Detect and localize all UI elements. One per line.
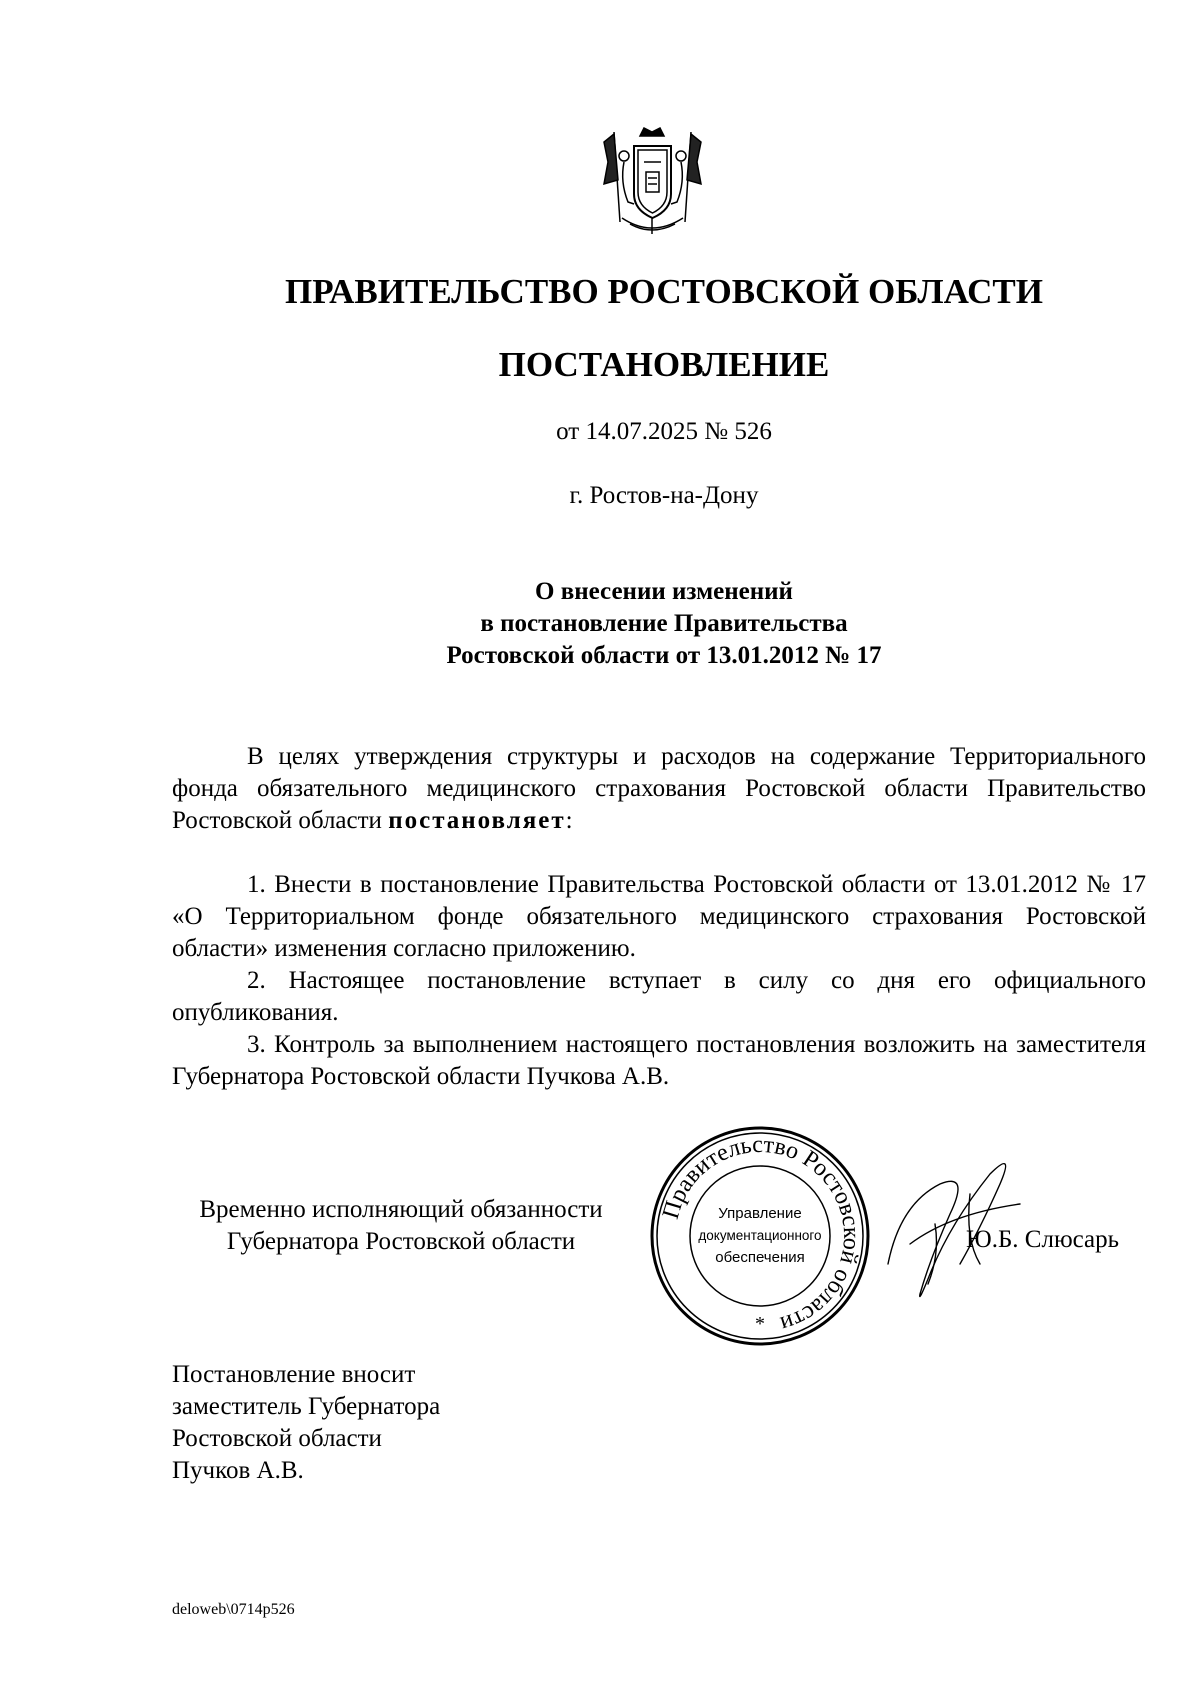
submitter-block [172,1359,440,1487]
preamble-paragraph [172,741,1146,837]
document-subject [0,576,1200,672]
signatory-position-line-1: Временно исполняющий обязанности [199,1196,603,1223]
preamble-end: : [565,807,573,834]
coat-of-arms-emblem [600,122,705,242]
submitter-line-2: заместитель Губернатора [172,1393,441,1420]
seal-ring-text-path: Правительство Ростовской области [657,1131,865,1338]
seal-center-line-2: документационного [698,1228,822,1243]
document-type-title: ПОСТАНОВЛЕНИЕ [498,345,830,384]
resolution-item-1: 1. Внести в постановление Правительства Ростовской области от 13.01.2012 № 17 «О Территориальном фонде обязательного медицинского страхования Ростовской области» изменения согласно приложению. [172,871,1146,962]
document-date-number: от 14.07.2025 № 526 [556,418,772,445]
footer-file-reference: deloweb\0714p526 [172,1601,295,1618]
organization-title: ПРАВИТЕЛЬСТВО РОСТОВСКОЙ ОБЛАСТИ [285,272,1043,311]
subject-line-2: в постановление Правительства [480,610,848,637]
submitter-line-3: Ростовской области [172,1425,382,1452]
seal-center-line-1: Управление [718,1205,802,1222]
document-city: г. Ростов-на-Дону [569,482,759,509]
preamble-text: В целях утверждения структуры и расходов на содержание Территориального фонда обязательного медицинского страхования Ростовской области Правительство Ростовской области [172,743,1146,834]
subject-line-1: О внесении изменений [535,578,793,605]
submitter-line-1: Постановление вносит [172,1361,416,1388]
seal-center-line-3: обеспечения [715,1249,805,1266]
signatory-position [172,1194,630,1258]
signatory-position-line-2: Губернатора Ростовской области [226,1228,576,1255]
submitter-line-4: Пучков А.В. [172,1457,304,1484]
resolution-item-2: 2. Настоящее постановление вступает в силу со дня его официального опубликования. [172,967,1146,1026]
subject-line-3: Ростовской области от 13.01.2012 № 17 [446,642,882,669]
resolution-item-3: 3. Контроль за выполнением настоящего постановления возложить на заместителя Губернатора Ростовской области Пучкова А.В. [172,1031,1146,1090]
preamble-keyword: постановляет [388,807,566,834]
seal-star: * [755,1313,765,1335]
official-seal [648,1124,872,1348]
signatory-name: Ю.Б. Слюсарь [966,1226,1120,1253]
